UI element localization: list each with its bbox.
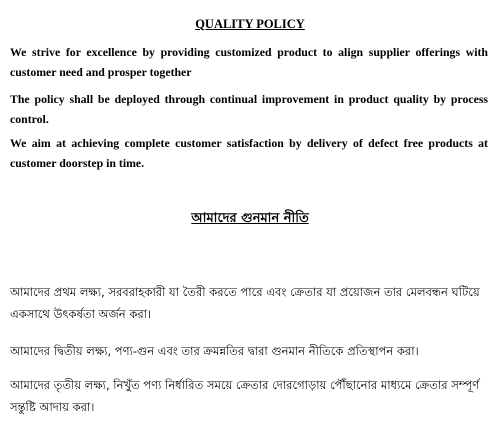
english-policy-title: QUALITY POLICY bbox=[195, 17, 305, 31]
bengali-policy-paragraph-1: আমাদের প্রথম লক্ষ্য, সরবরাহকারী যা তৈরী করতে পারে এবং ক্রেতার যা প্রয়োজন তার মেলবন্ধন ঘটিয়ে একসাথে উৎকর্ষতা অর্জন করা। bbox=[10, 285, 480, 321]
bengali-policy-paragraph-3: আমাদের তৃতীয় লক্ষ্য, নিখুঁত পণ্য নির্ধারিত সময়ে ক্রেতার দোরগোড়ায় পৌঁছানোর মাধ্যমে ক্রেতার সম্পূর্ণ সন্তুষ্টি আদায় করা। bbox=[10, 378, 480, 414]
bengali-policy-paragraph-2: আমাদের দ্বিতীয় লক্ষ্য, পণ্য-গুন এবং তার ক্রমন্নতির দ্বারা গুনমান নীতিকে প্রতিস্থাপন করা। bbox=[10, 344, 419, 358]
english-policy-paragraph-3: We aim at achieving complete customer satisfaction by delivery of defect free products at customer doorstep in time. bbox=[10, 136, 488, 170]
english-policy-paragraph-2: The policy shall be deployed through continual improvement in product quality by process control. bbox=[10, 92, 488, 126]
english-policy-paragraph-1: We strive for excellence by providing customized product to align supplier offerings with customer need and prosper together bbox=[10, 45, 488, 79]
bengali-policy-title: আমাদের গুনমান নীতি bbox=[191, 211, 309, 226]
